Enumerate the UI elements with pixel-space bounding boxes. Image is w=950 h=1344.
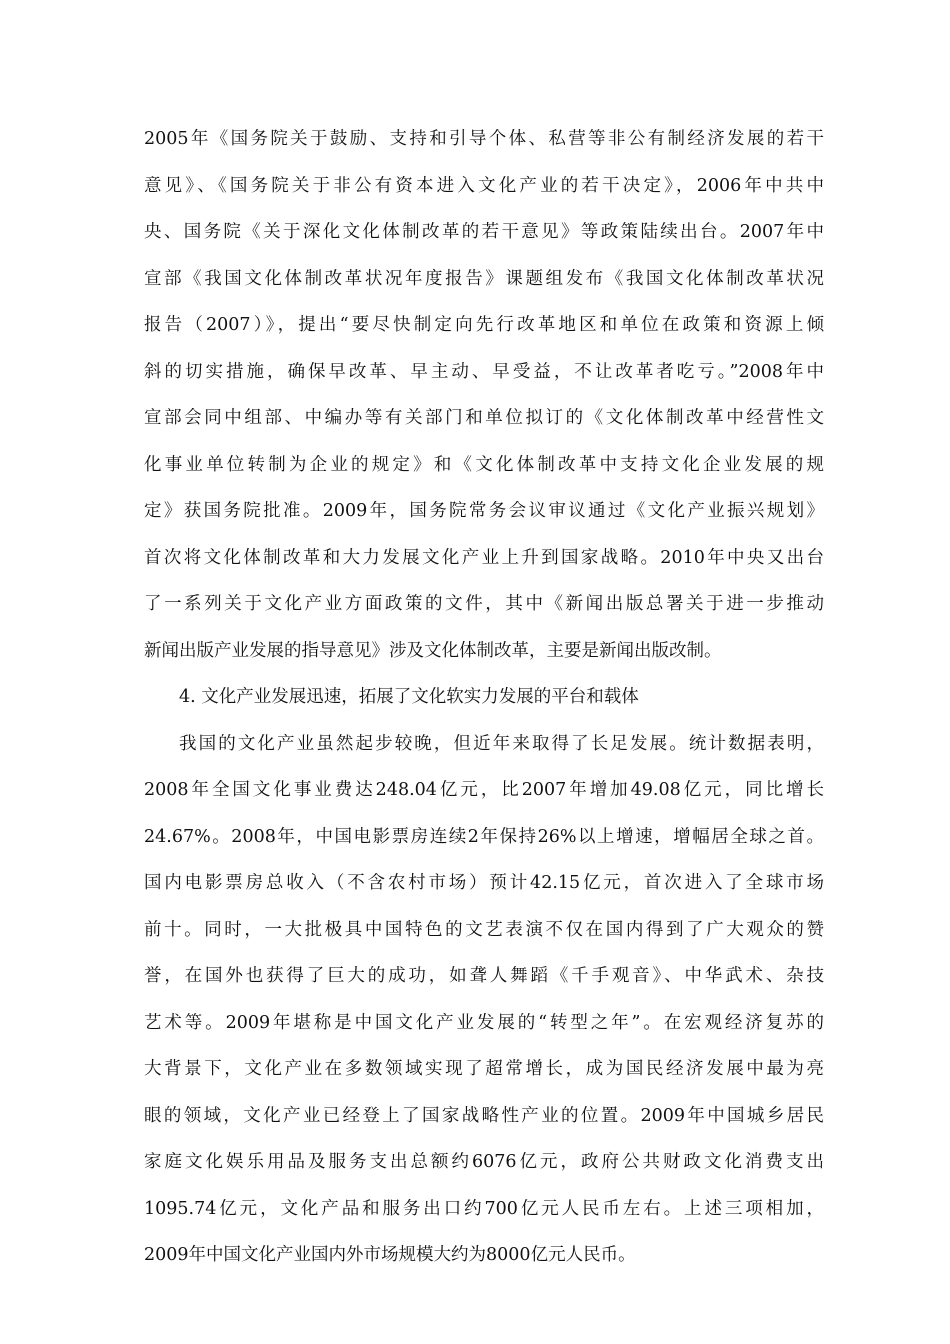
text-line: 艺术等。2009年堪称是中国文化产业发展的“转型之年”。在宏观经济复苏的 xyxy=(144,1012,824,1033)
body-text xyxy=(144,116,824,1279)
text-line: 1095.74亿元，文化产品和服务出口约700亿元人民币左右。上述三项相加， xyxy=(144,1198,824,1219)
text-line: 24.67%。2008年，中国电影票房连续2年保持26%以上增速，增幅居全球之首。 xyxy=(144,826,824,847)
text-line: 大背景下，文化产业在多数领域实现了超常增长，成为国民经济发展中最为亮 xyxy=(144,1059,824,1079)
text-line: 2005年《国务院关于鼓励、支持和引导个体、私营等非公有制经济发展的若干 xyxy=(144,129,824,149)
text-line: 央、国务院《关于深化文化体制改革的若干意见》等政策陆续出台。2007年中 xyxy=(144,222,824,242)
text-line: 誉，在国外也获得了巨大的成功，如聋人舞蹈《千手观音》、中华武术、杂技 xyxy=(144,966,824,986)
text-line: 定》获国务院批准。2009年，国务院常务会议审议通过《文化产业振兴规划》 xyxy=(144,501,824,521)
text-line: 报告（2007）》，提出“要尽快制定向先行改革地区和单位在政策和资源上倾 xyxy=(144,315,824,335)
text-line: 国内电影票房总收入（不含农村市场）预计42.15亿元，首次进入了全球市场 xyxy=(144,873,824,893)
text-line: 2008年全国文化事业费达248.04亿元，比2007年增加49.08亿元，同比增长 xyxy=(144,780,824,800)
text-line: 眼的领域，文化产业已经登上了国家战略性产业的位置。2009年中国城乡居民 xyxy=(144,1105,824,1126)
text-line: 新闻出版产业发展的指导意见》涉及文化体制改革，主要是新闻出版改制。 xyxy=(144,640,722,661)
text-line: 了一系列关于文化产业方面政策的文件，其中《新闻出版总署关于进一步推动 xyxy=(144,594,824,614)
text-line: 2009年中国文化产业国内外市场规模大约为8000亿元人民币。 xyxy=(144,1245,636,1265)
text-line: 斜的切实措施，确保早改革、早主动、早受益，不让改革者吃亏。”2008年中 xyxy=(144,361,824,382)
text-line: 我国的文化产业虽然起步较晚，但近年来取得了长足发展。统计数据表明， xyxy=(179,733,824,754)
text-line: 宣部会同中组部、中编办等有关部门和单位拟订的《文化体制改革中经营性文 xyxy=(144,408,824,428)
text-line: 前十。同时，一大批极具中国特色的文艺表演不仅在国内得到了广大观众的赞 xyxy=(144,919,824,940)
text-line: 宣部《我国文化体制改革状况年度报告》课题组发布《我国文化体制改革状况 xyxy=(144,268,824,289)
text-line: 化事业单位转制为企业的规定》和《文化体制改革中支持文化企业发展的规 xyxy=(144,454,824,475)
text-line: 首次将文化体制改革和大力发展文化产业上升到国家战略。2010年中央又出台 xyxy=(144,547,824,568)
section-heading: 4. 文化产业发展迅速，拓展了文化软实力发展的平台和载体 xyxy=(179,687,639,707)
text-line: 意见》、《国务院关于非公有资本进入文化产业的若干决定》，2006年中共中 xyxy=(144,175,824,196)
text-line: 家庭文化娱乐用品及服务支出总额约6076亿元，政府公共财政文化消费支出 xyxy=(144,1152,824,1172)
